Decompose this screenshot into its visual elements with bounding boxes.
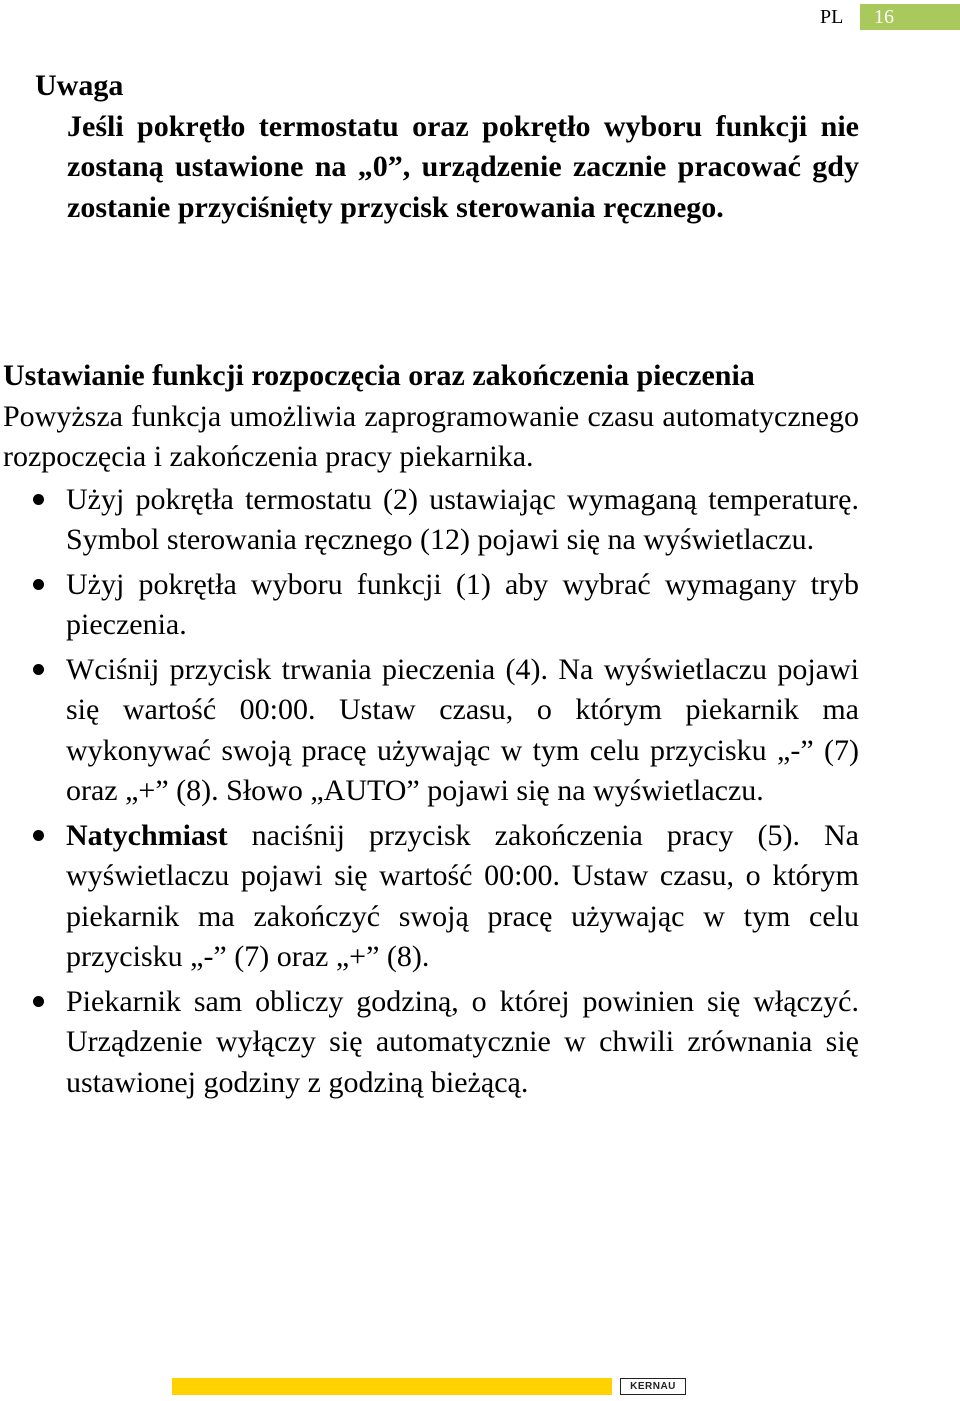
list-item (3, 565, 859, 646)
bullet-icon (33, 830, 44, 841)
bullet-icon (33, 996, 44, 1007)
list-item (3, 480, 859, 561)
section-intro: Powyższa funkcja umożliwia zaprogramowanie czasu automatycznego rozpoczęcia i zakończenia pracy piekarnika. (3, 399, 859, 473)
steps-list (3, 480, 859, 1104)
warning-note (35, 66, 859, 228)
list-item (3, 982, 859, 1104)
note-body: Jeśli pokrętło termostatu oraz pokrętło wyboru funkcji nie zostaną ustawione na „0”, urządzenie zacznie pracować gdy zostanie przyciśnięty przycisk sterowania ręcznego. (67, 109, 859, 224)
step-emphasis: Natychmiast (66, 818, 228, 852)
step-text: Wciśnij przycisk trwania pieczenia (4). Na wyświetlaczu pojawi się wartość 00:00. Ustaw czasu, o którym piekarnik ma wykonywać swoją pracę używając w tym celu przycisku „-” (7) oraz „+” (8). Słowo „AUTO” pojawi się na wyświetlaczu. (66, 652, 859, 807)
section-title: Ustawianie funkcji rozpoczęcia oraz zakończenia pieczenia (3, 359, 755, 392)
footer-accent-bar (172, 1378, 612, 1395)
list-item (3, 650, 859, 812)
language-code: PL (820, 6, 844, 28)
bullet-icon (33, 579, 44, 590)
bullet-icon (33, 494, 44, 505)
step-text: Użyj pokrętła termostatu (2) ustawiając wymaganą temperaturę. Symbol sterowania ręcznego (12) pojawi się na wyświetlaczu. (66, 482, 859, 556)
brand-logo: KERNAU (620, 1378, 686, 1395)
bullet-icon (33, 664, 44, 675)
list-item (3, 816, 859, 978)
step-text: Piekarnik sam obliczy godziną, o której powinien się włączyć. Urządzenie wyłączy się automatycznie w chwili zrównania się ustawionej godziny z godziną bieżącą. (66, 984, 859, 1099)
step-text: naciśnij przycisk zakończenia pracy (5). Na wyświetlaczu pojawi się wartość 00:00. Ustaw czasu, o którym piekarnik ma zakończyć swoją pracę używając w tym celu przycisku „-” (7) oraz „+” (8). (66, 818, 859, 973)
step-text: Użyj pokrętła wyboru funkcji (1) aby wybrać wymagany tryb pieczenia. (66, 567, 859, 641)
note-title: Uwaga (35, 69, 124, 102)
page-number-badge: 16 (860, 4, 960, 30)
timer-section (3, 356, 859, 1107)
